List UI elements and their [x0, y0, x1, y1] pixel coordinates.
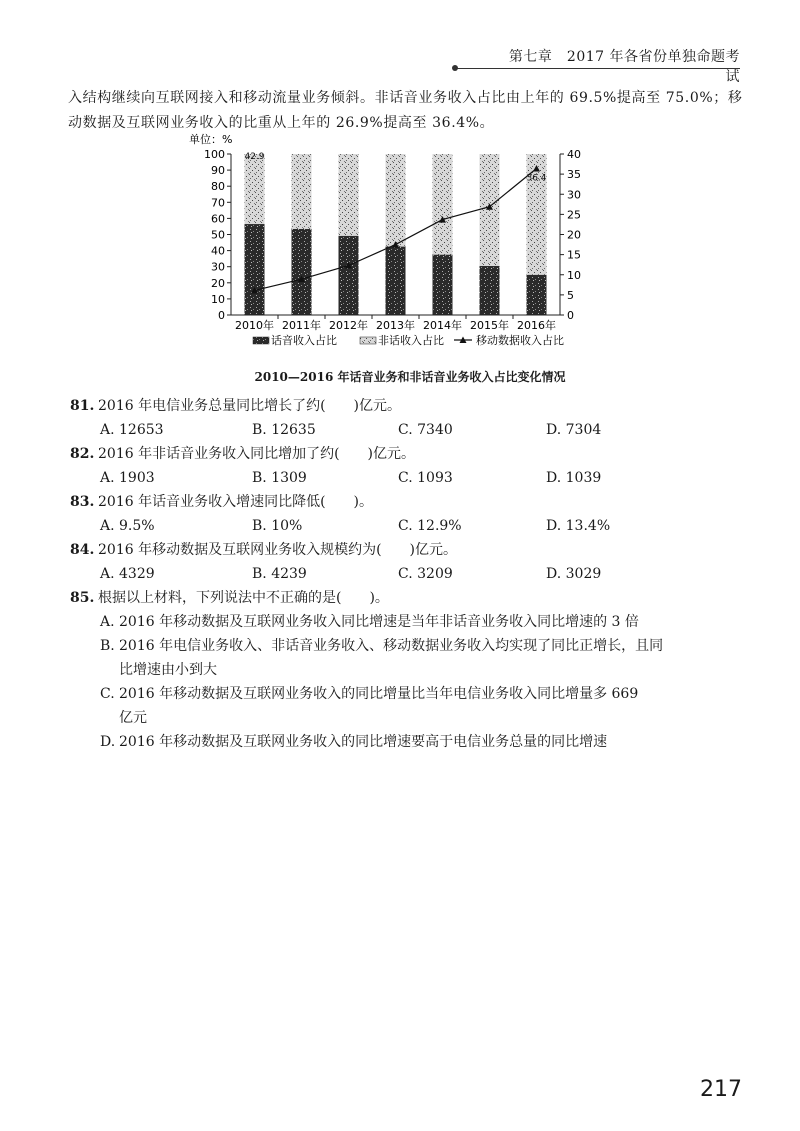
option-c[interactable]: C. 7340 [398, 422, 453, 438]
right-tick-label: 20 [567, 228, 581, 242]
option-c[interactable]: C. 1093 [398, 470, 453, 486]
options-row [70, 514, 750, 538]
option-b[interactable]: B. 2016 年电信业务收入、非话音业务收入、移动数据业务收入均实现了同比正增长，且同 比增速由小到大 [100, 638, 664, 678]
question-85 [70, 586, 750, 610]
bar-nonvoice-share [480, 154, 500, 266]
question-number: 82. [70, 446, 95, 462]
question-list [70, 394, 750, 754]
page-number: 217 [700, 1077, 742, 1102]
bar-data-label: 36.4 [526, 173, 547, 184]
option-a[interactable]: A. 4329 [100, 566, 155, 582]
bar-nonvoice-share [386, 154, 406, 247]
question-number: 83. [70, 494, 95, 510]
question-number: 81. [70, 398, 95, 414]
left-tick-label: 80 [211, 180, 225, 194]
left-y-axis [204, 148, 231, 322]
left-tick-label: 60 [211, 212, 225, 226]
bar-series [244, 152, 546, 315]
option-a[interactable]: A. 2016 年移动数据及互联网业务收入同比增速是当年非话音业务收入同比增速的 3 倍 [100, 614, 639, 630]
option-b[interactable]: B. 4239 [252, 566, 307, 582]
right-tick-label: 30 [567, 188, 581, 202]
header-dot [452, 65, 458, 71]
right-tick-label: 35 [567, 168, 581, 182]
right-tick-label: 10 [567, 268, 581, 282]
left-tick-label: 20 [211, 276, 225, 290]
bar-nonvoice-share [244, 151, 265, 224]
right-y-axis [560, 148, 581, 322]
bar-voice-share [433, 255, 453, 315]
question-stem: 根据以上材料，下列说法中不正确的是( )。 [98, 590, 389, 606]
chart-legend [253, 333, 564, 347]
options-row [70, 418, 750, 442]
question-stem: 2016 年电信业务总量同比增长了约( )亿元。 [98, 398, 402, 414]
option-b[interactable]: B. 10% [252, 518, 303, 534]
bar-voice-share [292, 229, 312, 315]
option-b[interactable]: B. 1309 [252, 470, 307, 486]
left-tick-label: 90 [211, 164, 225, 178]
left-tick-label: 50 [211, 228, 225, 242]
x-tick-label: 2015年 [470, 319, 509, 332]
bar-data-label: 42.9 [244, 151, 265, 162]
question-82 [70, 442, 750, 466]
unit-label: 单位：% [189, 133, 233, 146]
bar-voice-share [386, 247, 406, 315]
option-d[interactable]: D. 1039 [546, 470, 602, 486]
question-81 [70, 394, 750, 418]
right-tick-label: 15 [567, 248, 581, 262]
legend-label: 话音收入占比 [271, 334, 337, 347]
option-d[interactable]: D. 3029 [546, 566, 602, 582]
option-d[interactable]: D. 7304 [546, 422, 602, 438]
question-stem: 2016 年非话音业务收入同比增加了约( )亿元。 [98, 446, 416, 462]
x-tick-label: 2014年 [423, 319, 462, 332]
question-stem: 2016 年移动数据及互联网业务收入规模约为( )亿元。 [98, 542, 458, 558]
bar-nonvoice-share [339, 154, 359, 236]
question-number: 85. [70, 590, 95, 606]
header-rule [455, 68, 740, 69]
bar-voice-share [245, 224, 265, 315]
left-tick-label: 40 [211, 244, 225, 258]
left-tick-label: 100 [204, 148, 225, 161]
option-d[interactable]: D. 13.4% [546, 518, 611, 534]
x-tick-label: 2012年 [329, 319, 368, 332]
x-tick-label: 2013年 [376, 319, 415, 332]
legend-label: 移动数据收入占比 [476, 334, 564, 347]
options-row [70, 466, 750, 490]
chart-title: 2010—2016 年话音业务和非话音业务收入占比变化情况 [254, 370, 566, 384]
left-tick-label: 70 [211, 196, 225, 210]
x-tick-label: 2011年 [282, 319, 321, 332]
bar-voice-share [480, 266, 500, 315]
right-tick-label: 25 [567, 208, 581, 222]
question-stem: 2016 年话音业务收入增速同比降低( )。 [98, 494, 374, 510]
right-tick-label: 40 [567, 148, 581, 161]
left-tick-label: 30 [211, 260, 225, 274]
bar-nonvoice-share [527, 154, 547, 275]
options-row [70, 562, 750, 586]
intro-paragraph: 入结构继续向互联网接入和移动流量业务倾斜。非话音业务收入占比由上年的 69.5%提高至 75.0%；移动数据及互联网业务收入的比重从上年的 26.9%提高至 36.4%。 [68, 90, 743, 131]
left-tick-label: 10 [211, 292, 225, 306]
option-c[interactable]: C. 12.9% [398, 518, 462, 534]
x-tick-label: 2010年 [235, 319, 274, 332]
option-c[interactable]: C. 2016 年移动数据及互联网业务收入的同比增量比当年电信业务收入同比增量多 669 亿元 [100, 686, 639, 726]
bar-voice-share [339, 236, 359, 315]
revenue-share-chart [189, 132, 595, 364]
left-tick-label: 0 [218, 309, 225, 322]
option-a[interactable]: A. 1903 [100, 470, 155, 486]
legend-swatch-voice [253, 337, 269, 344]
bar-nonvoice-share [292, 154, 312, 229]
bar-voice-share [527, 275, 547, 315]
question-number: 84. [70, 542, 95, 558]
option-a[interactable]: A. 12653 [100, 422, 164, 438]
x-axis [231, 315, 560, 332]
option-d[interactable]: D. 2016 年移动数据及互联网业务收入的同比增速要高于电信业务总量的同比增速 [100, 734, 608, 750]
legend-swatch-nonvoice [360, 337, 376, 344]
question-83 [70, 490, 750, 514]
option-a[interactable]: A. 9.5% [100, 518, 155, 534]
chapter-header: 第七章 2017 年各省份单独命题考试 [508, 49, 740, 85]
right-tick-label: 0 [567, 309, 574, 322]
question-84 [70, 538, 750, 562]
right-tick-label: 5 [567, 288, 574, 302]
legend-label: 非话收入占比 [378, 334, 444, 347]
bar-nonvoice-share [433, 154, 453, 255]
option-c[interactable]: C. 3209 [398, 566, 453, 582]
x-tick-label: 2016年 [517, 319, 556, 332]
option-b[interactable]: B. 12635 [252, 422, 316, 438]
